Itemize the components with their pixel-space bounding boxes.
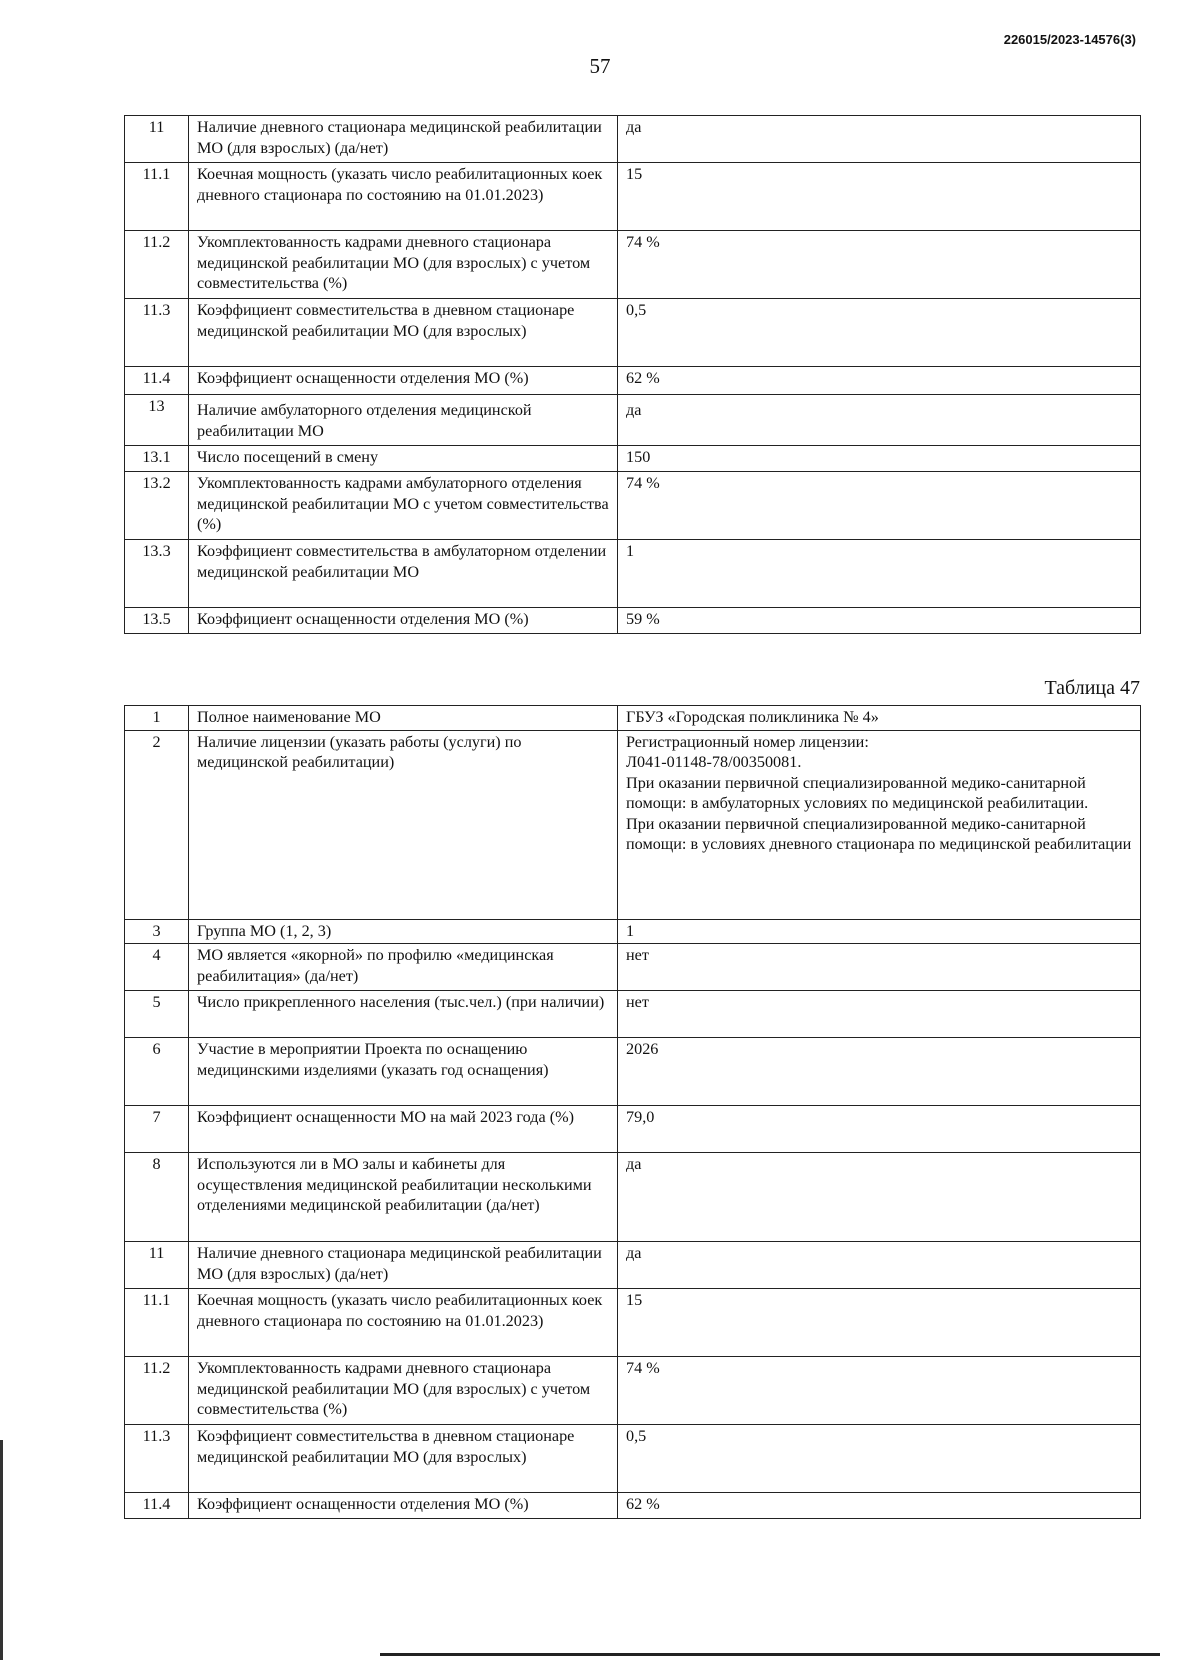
row-value: да <box>618 1153 1141 1242</box>
row-number: 11 <box>125 116 189 163</box>
row-value: 15 <box>618 1289 1141 1357</box>
row-value: Регистрационный номер лицензии: Л041-01148-78/00350081. При оказании первичной специализированной медико-санитарной помощи: в амбулаторных условиях по медицинской реабилитации. При оказании первичной специализированной медико-санитарной помощи: в условиях дневного стационара по медицинской реабилитации <box>618 730 1141 919</box>
row-number: 11.2 <box>125 231 189 299</box>
row-label: Коечная мощность (указать число реабилитационных коек дневного стационара по состоянию на 01.01.2023) <box>189 163 618 231</box>
table-row <box>125 730 1141 919</box>
table-row <box>125 1153 1141 1242</box>
table-row <box>125 163 1141 231</box>
table-row <box>125 706 1141 731</box>
row-value: 74 % <box>618 472 1141 540</box>
table-row <box>125 1242 1141 1289</box>
row-label: Коэффициент оснащенности отделения МО (%) <box>189 1493 618 1519</box>
row-value: да <box>618 116 1141 163</box>
row-label: Наличие амбулаторного отделения медицинской реабилитации МО <box>189 395 618 446</box>
table-row <box>125 1425 1141 1493</box>
row-number: 11.1 <box>125 163 189 231</box>
row-number: 13.3 <box>125 540 189 608</box>
row-value: 150 <box>618 446 1141 472</box>
table-row <box>125 608 1141 634</box>
row-label: Наличие дневного стационара медицинской реабилитации МО (для взрослых) (да/нет) <box>189 1242 618 1289</box>
row-number: 3 <box>125 919 189 944</box>
row-value: 79,0 <box>618 1106 1141 1153</box>
row-value: нет <box>618 944 1141 991</box>
row-number: 13.1 <box>125 446 189 472</box>
row-label: Наличие дневного стационара медицинской реабилитации МО (для взрослых) (да/нет) <box>189 116 618 163</box>
row-label: Коечная мощность (указать число реабилитационных коек дневного стационара по состоянию на 01.01.2023) <box>189 1289 618 1357</box>
table-row <box>125 1357 1141 1425</box>
table-row <box>125 1493 1141 1519</box>
table-row <box>125 367 1141 395</box>
row-label: Коэффициент совместительства в дневном стационаре медицинской реабилитации МО (для взрослых) <box>189 1425 618 1493</box>
row-label: Коэффициент совместительства в дневном стационаре медицинской реабилитации МО (для взрослых) <box>189 299 618 367</box>
table-row <box>125 1106 1141 1153</box>
row-label: Укомплектованность кадрами амбулаторного отделения медицинской реабилитации МО с учетом совместительства (%) <box>189 472 618 540</box>
row-label: Укомплектованность кадрами дневного стационара медицинской реабилитации МО (для взрослых) с учетом совместительства (%) <box>189 231 618 299</box>
table-row <box>125 299 1141 367</box>
row-number: 8 <box>125 1153 189 1242</box>
row-label: Наличие лицензии (указать работы (услуги) по медицинской реабилитации) <box>189 730 618 919</box>
row-value: 74 % <box>618 1357 1141 1425</box>
row-label: Число прикрепленного населения (тыс.чел.) (при наличии) <box>189 991 618 1038</box>
row-number: 13.2 <box>125 472 189 540</box>
row-value: 0,5 <box>618 299 1141 367</box>
row-number: 11.4 <box>125 367 189 395</box>
table-row <box>125 1038 1141 1106</box>
row-label: Полное наименование МО <box>189 706 618 731</box>
table-row <box>125 472 1141 540</box>
row-number: 2 <box>125 730 189 919</box>
row-label: Используются ли в МО залы и кабинеты для осуществления медицинской реабилитации несколькими отделениями медицинской реабилитации (да/нет) <box>189 1153 618 1242</box>
table-row <box>125 540 1141 608</box>
row-value: да <box>618 395 1141 446</box>
row-value: 15 <box>618 163 1141 231</box>
row-number: 1 <box>125 706 189 731</box>
table-row <box>125 395 1141 446</box>
row-label: Группа МО (1, 2, 3) <box>189 919 618 944</box>
row-value: 1 <box>618 540 1141 608</box>
row-number: 13 <box>125 395 189 446</box>
row-value: ГБУЗ «Городская поликлиника № 4» <box>618 706 1141 731</box>
row-number: 4 <box>125 944 189 991</box>
row-value: 59 % <box>618 608 1141 634</box>
table-row <box>125 446 1141 472</box>
row-label: Коэффициент оснащенности отделения МО (%) <box>189 367 618 395</box>
table-title: Таблица 47 <box>1044 677 1140 699</box>
row-value: 62 % <box>618 367 1141 395</box>
table-row <box>125 944 1141 991</box>
row-number: 11.2 <box>125 1357 189 1425</box>
table-row <box>125 991 1141 1038</box>
table-row <box>125 919 1141 944</box>
row-number: 11.1 <box>125 1289 189 1357</box>
row-label: Коэффициент оснащенности МО на май 2023 года (%) <box>189 1106 618 1153</box>
row-number: 13.5 <box>125 608 189 634</box>
scan-edge-mark <box>0 1440 3 1660</box>
row-value: да <box>618 1242 1141 1289</box>
row-number: 5 <box>125 991 189 1038</box>
table-47 <box>124 705 1141 1519</box>
scan-bottom-line <box>380 1653 1160 1656</box>
row-value: 2026 <box>618 1038 1141 1106</box>
row-label: МО является «якорной» по профилю «медицинская реабилитация» (да/нет) <box>189 944 618 991</box>
row-value: 74 % <box>618 231 1141 299</box>
row-label: Участие в мероприятии Проекта по оснащению медицинскими изделиями (указать год оснащения) <box>189 1038 618 1106</box>
row-label: Коэффициент оснащенности отделения МО (%) <box>189 608 618 634</box>
row-value: 62 % <box>618 1493 1141 1519</box>
row-label: Число посещений в смену <box>189 446 618 472</box>
row-value: нет <box>618 991 1141 1038</box>
row-value: 0,5 <box>618 1425 1141 1493</box>
row-label: Укомплектованность кадрами дневного стационара медицинской реабилитации МО (для взрослых) с учетом совместительства (%) <box>189 1357 618 1425</box>
table-continuation <box>124 115 1141 634</box>
row-value: 1 <box>618 919 1141 944</box>
document-id: 226015/2023-14576(3) <box>1003 32 1136 47</box>
row-label: Коэффициент совместительства в амбулаторном отделении медицинской реабилитации МО <box>189 540 618 608</box>
table-row <box>125 116 1141 163</box>
row-number: 6 <box>125 1038 189 1106</box>
row-number: 7 <box>125 1106 189 1153</box>
row-number: 11.4 <box>125 1493 189 1519</box>
row-number: 11.3 <box>125 299 189 367</box>
row-number: 11 <box>125 1242 189 1289</box>
page-number: 57 <box>589 54 611 78</box>
row-number: 11.3 <box>125 1425 189 1493</box>
table-row <box>125 231 1141 299</box>
table-row <box>125 1289 1141 1357</box>
